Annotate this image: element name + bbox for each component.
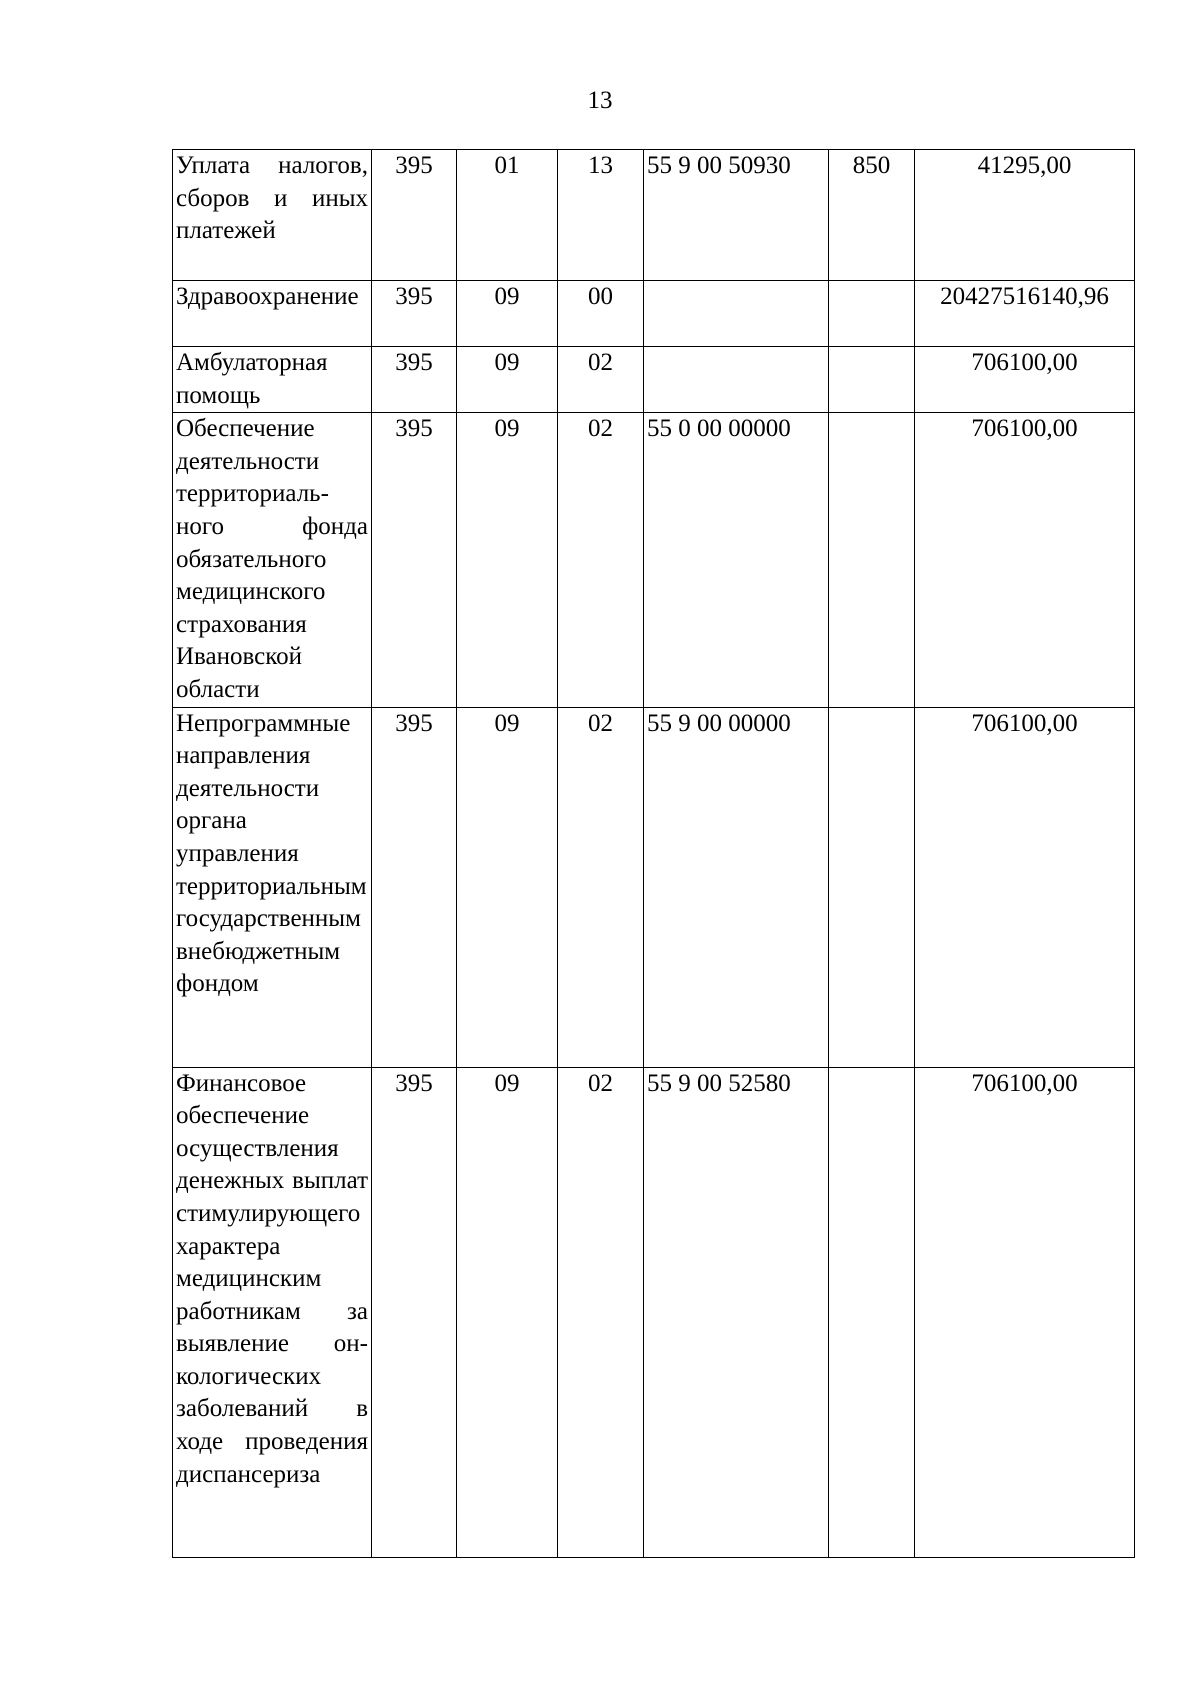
table-row bbox=[173, 347, 1135, 413]
row-subsection-cell: 02 bbox=[558, 347, 644, 413]
row-target-article-cell: 55 9 00 50930 bbox=[644, 150, 829, 281]
row-expense-type-cell bbox=[829, 413, 915, 707]
row-code-cell: 395 bbox=[372, 413, 457, 707]
row-code-cell: 395 bbox=[372, 281, 457, 347]
budget-table bbox=[172, 149, 1135, 1558]
row-name-cell: Обеспечение деятельности территориального фонда обязательного медицинского страхования Ивановской области bbox=[173, 413, 372, 707]
row-amount-cell: 41295,00 bbox=[915, 150, 1135, 281]
row-section-cell: 01 bbox=[457, 150, 558, 281]
page-number: 13 bbox=[587, 87, 613, 114]
row-name-cell: Уплата налогов, сборов и иных платежей bbox=[173, 150, 372, 281]
row-code-cell: 395 bbox=[372, 1067, 457, 1557]
row-section-cell: 09 bbox=[457, 281, 558, 347]
row-amount-cell: 706100,00 bbox=[915, 413, 1135, 707]
row-expense-type-cell bbox=[829, 707, 915, 1067]
row-code-cell: 395 bbox=[372, 347, 457, 413]
row-subsection-cell: 02 bbox=[558, 413, 644, 707]
row-name-cell: Финансовое обеспечение осуществления денежных выплат стимулирующего характера медицинским работникам за выявление онкологических заболеваний в ходе проведения диспансериза bbox=[173, 1067, 372, 1557]
table-row bbox=[173, 707, 1135, 1067]
row-section-cell: 09 bbox=[457, 347, 558, 413]
row-name-cell: Амбулаторная помощь bbox=[173, 347, 372, 413]
row-code-cell: 395 bbox=[372, 707, 457, 1067]
row-expense-type-cell bbox=[829, 1067, 915, 1557]
table-row bbox=[173, 150, 1135, 281]
row-section-cell: 09 bbox=[457, 413, 558, 707]
row-amount-cell: 706100,00 bbox=[915, 347, 1135, 413]
table-row bbox=[173, 281, 1135, 347]
row-code-cell: 395 bbox=[372, 150, 457, 281]
row-amount-cell: 20427516140,96 bbox=[915, 281, 1135, 347]
row-section-cell: 09 bbox=[457, 707, 558, 1067]
row-target-article-cell: 55 0 00 00000 bbox=[644, 413, 829, 707]
row-amount-cell: 706100,00 bbox=[915, 707, 1135, 1067]
row-target-article-cell bbox=[644, 281, 829, 347]
row-section-cell: 09 bbox=[457, 1067, 558, 1557]
row-subsection-cell: 02 bbox=[558, 707, 644, 1067]
table-row bbox=[173, 413, 1135, 707]
row-target-article-cell bbox=[644, 347, 829, 413]
row-subsection-cell: 02 bbox=[558, 1067, 644, 1557]
row-name-cell: Здравоохранение bbox=[173, 281, 372, 347]
table-row bbox=[173, 1067, 1135, 1557]
row-name-cell: Непрограммные направления деятельности органа управления территориальным государственным внебюджетным фондом bbox=[173, 707, 372, 1067]
row-expense-type-cell bbox=[829, 347, 915, 413]
row-expense-type-cell: 850 bbox=[829, 150, 915, 281]
row-target-article-cell: 55 9 00 00000 bbox=[644, 707, 829, 1067]
row-subsection-cell: 13 bbox=[558, 150, 644, 281]
row-target-article-cell: 55 9 00 52580 bbox=[644, 1067, 829, 1557]
row-subsection-cell: 00 bbox=[558, 281, 644, 347]
row-expense-type-cell bbox=[829, 281, 915, 347]
row-amount-cell: 706100,00 bbox=[915, 1067, 1135, 1557]
